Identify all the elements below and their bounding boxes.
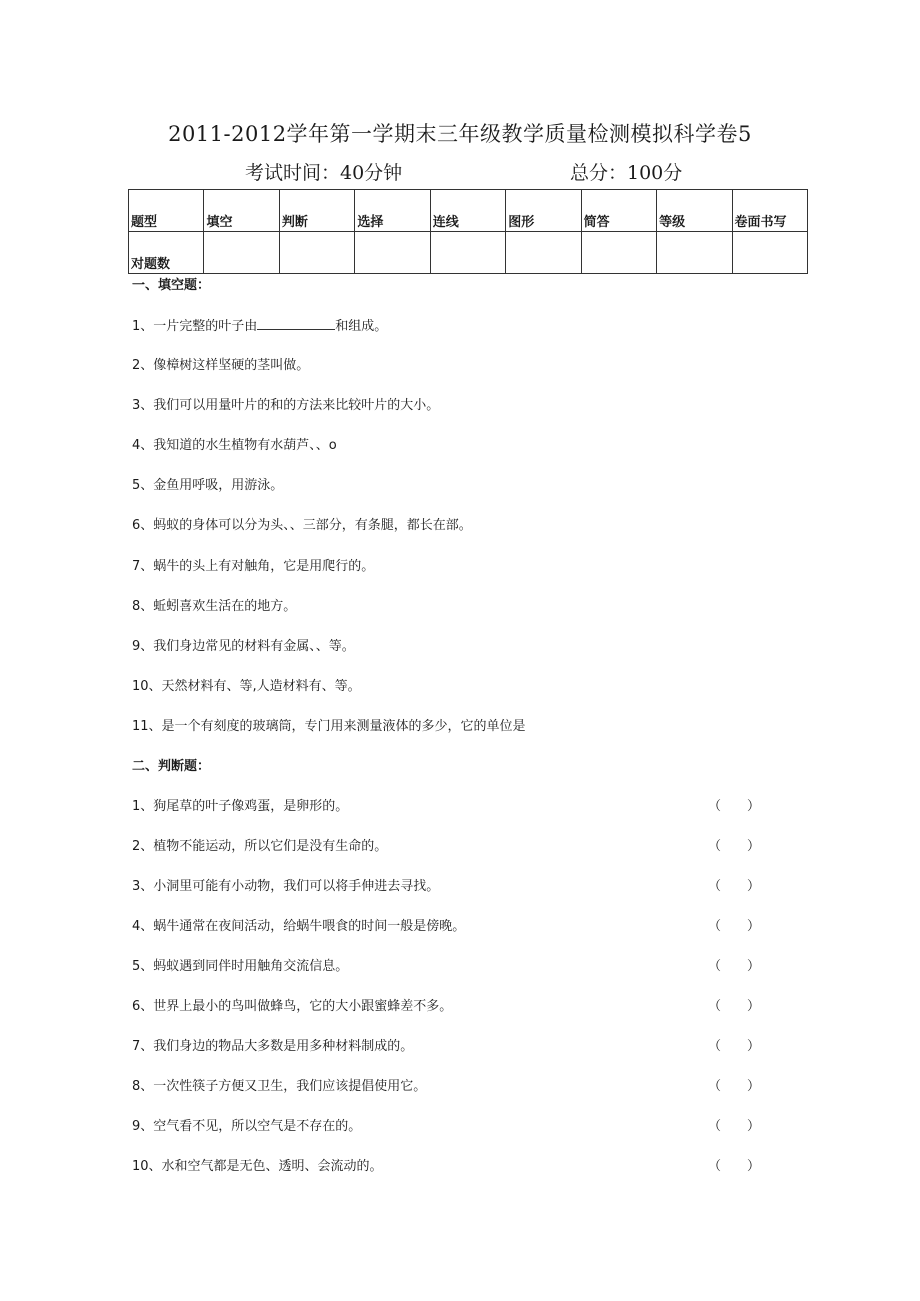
score-cell [204,232,279,274]
score-header-cell: 等级 [657,190,732,232]
score-header-cell: 选择 [355,190,430,232]
answer-parentheses: （ ） [708,839,761,854]
judgement-line: 5、蚂蚁遇到同伴时用触角交流信息。 [132,959,349,974]
page-title: 2011-2012学年第一学期末三年级教学质量检测模拟科学卷5 [168,122,752,146]
question-line: 8、蚯蚓喜欢生活在的地方。 [132,599,297,614]
score-cell [355,232,430,274]
judgement-line: 6、世界上最小的鸟叫做蜂鸟，它的大小跟蜜蜂差不多。 [132,999,453,1014]
answer-parentheses: （ ） [708,1119,761,1134]
answer-parentheses: （ ） [708,959,761,974]
question-line: 5、金鱼用呼吸，用游泳。 [132,478,284,493]
score-cell [732,232,808,274]
score-header-cell: 题型 [129,190,204,232]
question-line [132,315,387,334]
question-line: 9、我们身边常见的材料有金属、、等。 [132,639,355,654]
answer-parentheses: （ ） [708,1039,761,1054]
question-text: 1、一片完整的叶子由 [132,319,258,334]
score-table-header-row [129,190,808,232]
question-line: 4、我知道的水生植物有水葫芦、、o [132,438,337,453]
judgement-line: 1、狗尾草的叶子像鸡蛋，是卵形的。 [132,799,349,814]
score-table-count-row [129,232,808,274]
answer-blank [257,317,335,330]
score-header-cell: 图形 [506,190,581,232]
score-cell [279,232,354,274]
question-line: 2、像樟树这样坚硬的茎叫做。 [132,358,310,373]
answer-parentheses: （ ） [708,919,761,934]
judgement-line: 10、水和空气都是无色、透明、会流动的。 [132,1159,383,1174]
score-header-cell: 连线 [430,190,505,232]
score-cell [581,232,656,274]
total-score: 总分：100分 [570,162,683,184]
judgement-line: 8、一次性筷子方便又卫生，我们应该提倡使用它。 [132,1079,427,1094]
question-line: 6、蚂蚁的身体可以分为头、、三部分，有条腿，都长在部。 [132,518,472,533]
score-table [128,189,808,274]
answer-parentheses: （ ） [708,1079,761,1094]
judgement-line: 7、我们身边的物品大多数是用多种材料制成的。 [132,1039,414,1054]
score-header-cell: 判断 [279,190,354,232]
judgement-line: 2、植物不能运动，所以它们是没有生命的。 [132,839,388,854]
score-cell [506,232,581,274]
score-header-cell: 卷面书写 [732,190,808,232]
question-line: 3、我们可以用量叶片的和的方法来比较叶片的大小。 [132,398,440,413]
score-row-label: 对题数 [129,232,204,274]
section-true-false-title: 二、判断题： [132,759,211,774]
question-line: 11、是一个有刻度的玻璃筒，专门用来测量液体的多少，它的单位是 [132,719,526,734]
exam-time: 考试时间：40分钟 [245,162,403,184]
judgement-line: 4、蜗牛通常在夜间活动，给蜗牛喂食的时间一般是傍晚。 [132,919,466,934]
judgement-line: 9、空气看不见，所以空气是不存在的。 [132,1119,362,1134]
score-header-cell: 简答 [581,190,656,232]
section-fill-blank-title: 一、填空题： [132,278,211,293]
answer-parentheses: （ ） [708,999,761,1014]
answer-parentheses: （ ） [708,799,761,814]
question-line: 10、天然材料有、等,人造材料有、等。 [132,679,361,694]
judgement-line: 3、小洞里可能有小动物，我们可以将手伸进去寻找。 [132,879,440,894]
answer-parentheses: （ ） [708,879,761,894]
score-cell [657,232,732,274]
score-cell [430,232,505,274]
score-header-cell: 填空 [204,190,279,232]
question-text: 和组成。 [335,319,388,334]
answer-parentheses: （ ） [708,1159,761,1174]
question-line: 7、蜗牛的头上有对触角，它是用爬行的。 [132,559,375,574]
